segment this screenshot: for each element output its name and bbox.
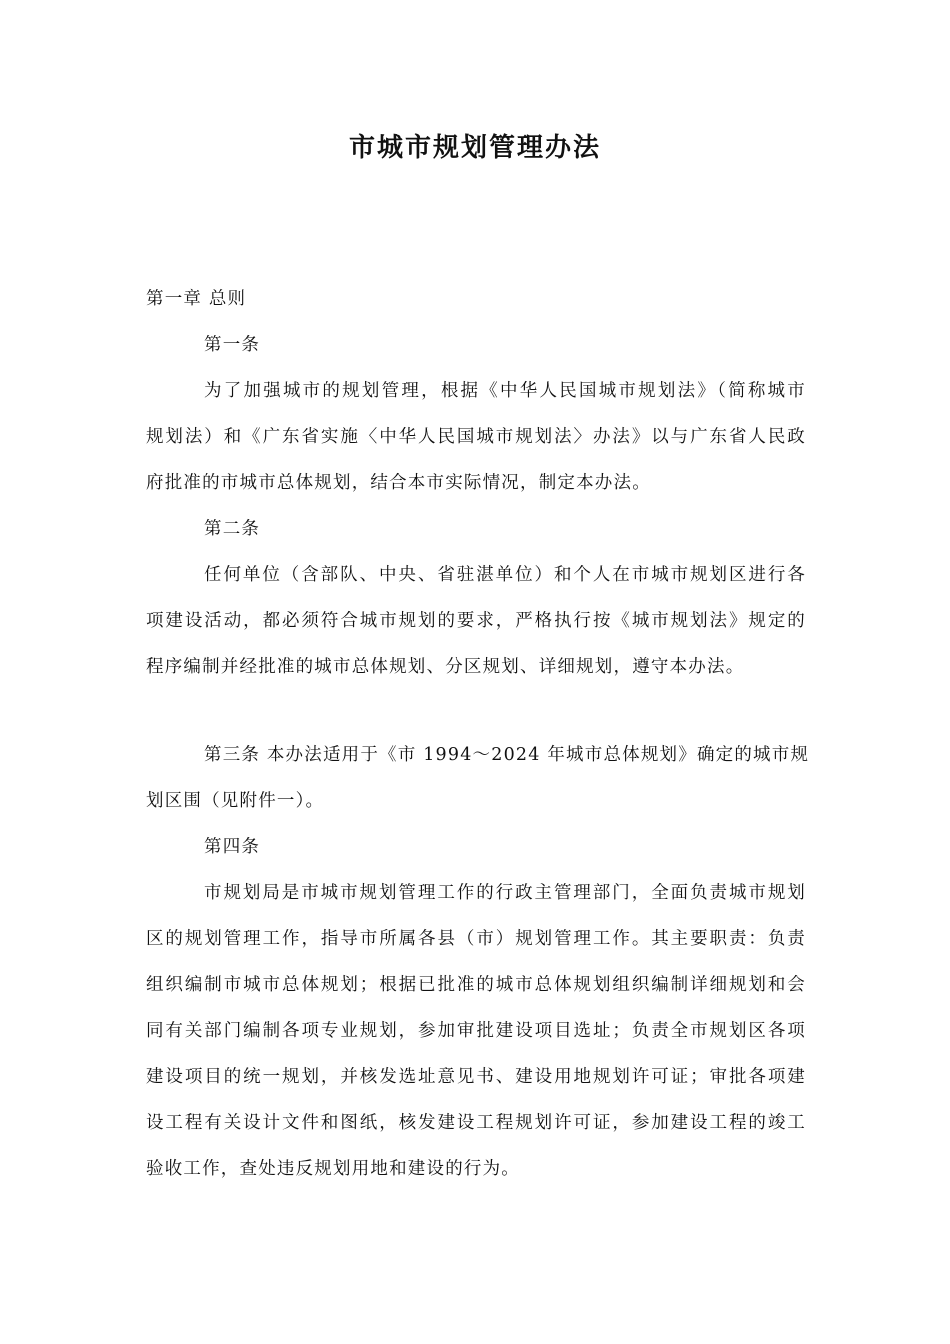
document-title: 市城市规划管理办法 [348, 133, 601, 163]
article-1-heading: 第一条 [204, 335, 261, 355]
paragraph-line: 第三条 本办法适用于《市 1994～2024 年城市总体规划》确定的城市规 [204, 745, 810, 765]
article-2-text [146, 552, 806, 690]
paragraph-line: 项建设活动，都必须符合城市规划的要求，严格执行按《城市规划法》规定的 [146, 611, 806, 631]
paragraph-line: 任何单位（含部队、中央、省驻湛单位）和个人在市城市规划区进行各 [204, 565, 806, 585]
paragraph-line: 为了加强城市的规划管理，根据《中华人民国城市规划法》（简称城市 [204, 381, 806, 401]
article-2-heading: 第二条 [204, 519, 261, 539]
paragraph-line: 同有关部门编制各项专业规划，参加审批建设项目选址；负责全市规划区各项 [146, 1021, 806, 1041]
paragraph-line: 规划法）和《广东省实施〈中华人民国城市规划法〉办法》以与广东省人民政 [146, 427, 806, 447]
paragraph-line: 验收工作，查处违反规划用地和建设的行为。 [146, 1159, 520, 1179]
chapter-heading: 第一章 总则 [146, 289, 247, 309]
paragraph-gap [146, 690, 806, 732]
paragraph-line: 府批准的市城市总体规划，结合本市实际情况，制定本办法。 [146, 473, 651, 493]
paragraph-line: 市规划局是市城市规划管理工作的行政主管理部门，全面负责城市规划 [204, 883, 806, 903]
document-body [146, 276, 810, 1192]
article-3-text [146, 732, 810, 824]
paragraph-line: 区的规划管理工作，指导市所属各县（市）规划管理工作。其主要职责：负责 [146, 929, 806, 949]
paragraph-line: 划区围（见附件一）。 [146, 791, 325, 811]
article-4-text [146, 870, 806, 1192]
article-1-text [146, 368, 806, 506]
article-4-heading: 第四条 [204, 837, 261, 857]
paragraph-line: 组织编制市城市总体规划；根据已批准的城市总体规划组织编制详细规划和会 [146, 975, 806, 995]
paragraph-line: 设工程有关设计文件和图纸，核发建设工程规划许可证，参加建设工程的竣工 [146, 1113, 806, 1133]
paragraph-line: 程序编制并经批准的城市总体规划、分区规划、详细规划，遵守本办法。 [146, 657, 745, 677]
paragraph-line: 建设项目的统一规划，并核发选址意见书、建设用地规划许可证；审批各项建 [146, 1067, 806, 1087]
